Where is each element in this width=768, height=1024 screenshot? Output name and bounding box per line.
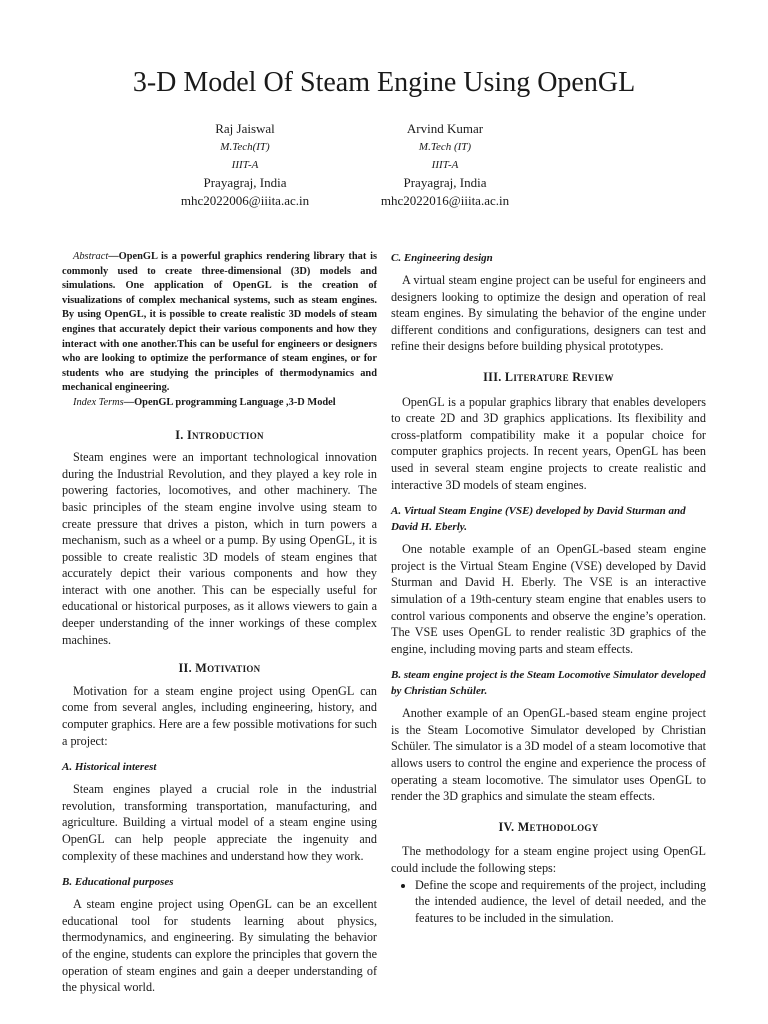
right-column (391, 250, 706, 926)
index-terms-label: Index Terms (73, 396, 124, 408)
author-name: Raj Jaiswal (215, 121, 275, 136)
subsection-heading: A. Virtual Steam Engine (VSE) developed by David Sturman and David H. Eberly. (391, 505, 686, 534)
index-terms (62, 396, 377, 411)
author-block (315, 120, 575, 210)
paper-title: 3-D Model Of Steam Engine Using OpenGL (132, 67, 636, 98)
author-location: Prayagraj, India (203, 175, 287, 190)
subsection-heading: C. Engineering design (391, 252, 493, 264)
abstract (62, 250, 377, 396)
bullet-list (391, 877, 706, 927)
left-column (62, 250, 377, 996)
author-institute: IIIT-A (231, 159, 259, 171)
author-email: mhc2022006@iiita.ac.in (180, 193, 310, 208)
paragraph: Another example of an OpenGL-based steam engine project is the Steam Locomotive Simulator developed by Christian Schüler. The simulator is a 3D model of a steam locomotive that allows users to control the engine and experience the process of operating a steam locomotive. The simulator uses OpenGL to render the 3D graphics and simulate the steam effects. (391, 706, 706, 804)
paragraph: One notable example of an OpenGL-based steam engine project is the Virtual Steam Engine (VSE) developed by David Sturman and David H. Eberly. The VSE is an interactive simulation of a 19th-century steam engine that enables users to control various components and observe the engine’s operation. The VSE uses OpenGL to render realistic 3D graphics of the engine, including moving parts and steam effects. (391, 542, 706, 656)
subsection-heading: B. Educational purposes (62, 876, 174, 889)
paragraph: A steam engine project using OpenGL can be an excellent educational tool for students learning about physics, thermodynamics, and engineering. By simulating the behavior of the engine, students can explore the principles that govern the operation of steam engines and gain a deeper understanding of the physical world. (62, 897, 377, 995)
index-terms-text: —OpenGL programming Language ,3-D Model (123, 396, 336, 408)
section-heading: III. Literature Review (483, 369, 614, 384)
subsection-heading: B. steam engine project is the Steam Locomotive Simulator developed by Christian Schüler. (391, 669, 706, 698)
paragraph: A virtual steam engine project can be useful for engineers and designers looking to optimize the design and operation of real steam engines. By simulating the behavior of the engine under different conditions and configurations, designers can test and refine their designs before building physical prototypes. (391, 273, 706, 354)
author-name: Arvind Kumar (406, 121, 484, 136)
author-degree: M.Tech(IT) (220, 141, 270, 153)
author-degree: M.Tech (IT) (418, 141, 472, 153)
paragraph: OpenGL is a popular graphics library that enables developers to create 2D and 3D graphics applications. Its flexibility and cross-platform compatibility make it a popular choice for computer graphics projects. In recent years, OpenGL has been used in several steam engine projects to create realistic and interactive 3D models of steam engines. (391, 394, 706, 492)
abstract-label: Abstract (73, 251, 109, 262)
paragraph: Steam engines were an important technological innovation during the Industrial Revolution, and they played a key role in powering factories, locomotives, and other machinery. The basic principles of the steam engine involve using steam to create pressure that drives a piston, which in turn powers a mechanism, such as a wheel or a pump. By using OpenGL, it is possible to create realistic 3D models of steam engines that accurately depict their various components and how they interact with one another. This can be especially useful for educational or historical purposes, as it allows viewers to gain a deeper understanding of the inner workings of these complex machines. (62, 450, 377, 647)
subsection-heading: A. Historical interest (62, 761, 157, 774)
abstract-text: —OpenGL is a powerful graphics rendering library that is commonly used to create three-dimensional (3D) models and simulations. One application of OpenGL is the creation of visualizations of complex mechanical systems, such as steam engines. By using OpenGL, it is possible to create realistic 3D models of steam engines that accurately depict their various components and how they interact with one another.This can be useful for engineers or designers who are looking to optimize the performance of steam engines, or for students who are studying the principles of thermodynamics and mechanical engineering. (62, 251, 377, 394)
author-location: Prayagraj, India (403, 175, 487, 190)
paragraph: Steam engines played a crucial role in the industrial revolution, transforming transportation, manufacturing, and agriculture. Building a virtual model of a steam engine using OpenGL can help people appreciate the ingenuity and complexity of these machines and understand how they work. (62, 782, 377, 863)
paragraph: The methodology for a steam engine project using OpenGL could include the following steps: (391, 844, 706, 876)
section-heading: IV. Methodology (498, 819, 599, 834)
section-heading: II. Motivation (178, 661, 261, 676)
list-item: • Define the scope and requirements of the project, including the intended audience, the level of detail needed, and the features to be included in the simulation. (415, 877, 706, 927)
section-heading: I. Introduction (175, 427, 264, 442)
author-email: mhc2022016@iiita.ac.in (380, 193, 510, 208)
author-institute: IIIT-A (431, 159, 459, 171)
paragraph: Motivation for a steam engine project using OpenGL can come from several angles, including engineering, history, and computer graphics. Here are a few possible motivations for such a project: (62, 683, 377, 748)
